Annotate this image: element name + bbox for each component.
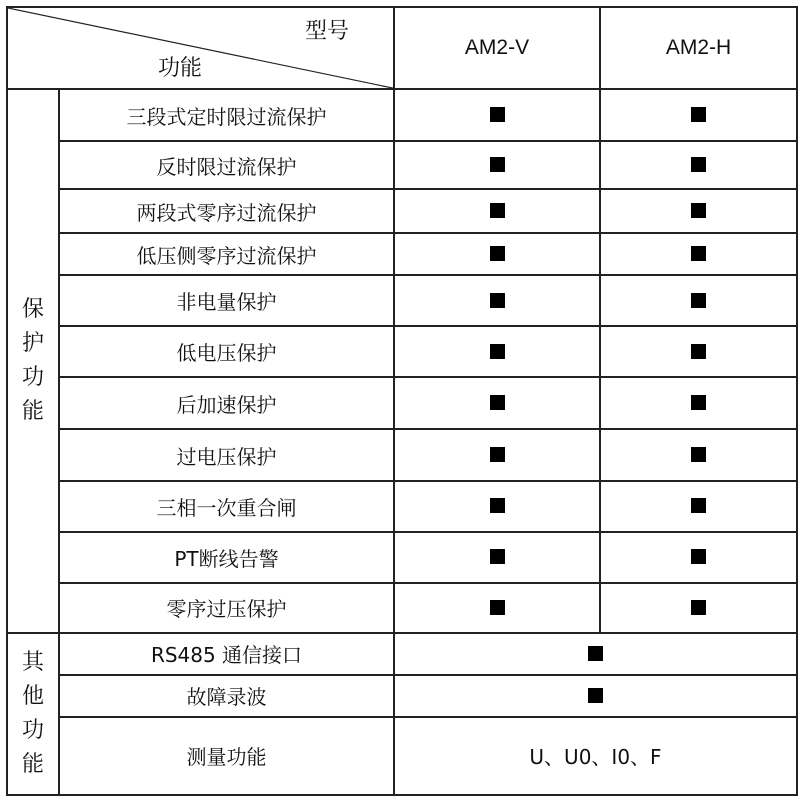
feature-label: PT断线告警 bbox=[59, 532, 394, 583]
feature-label: 三段式定时限过流保护 bbox=[59, 89, 394, 141]
column-header-am2-v: AM2-V bbox=[394, 7, 600, 89]
am2-v-support-cell bbox=[394, 89, 600, 141]
combined-support-cell bbox=[394, 633, 797, 675]
am2-v-support-cell bbox=[394, 275, 600, 326]
table-row bbox=[7, 633, 797, 675]
am2-h-support-cell bbox=[600, 532, 797, 583]
table-body bbox=[7, 7, 797, 795]
filled-square-mark bbox=[490, 395, 505, 410]
function-spec-table bbox=[6, 6, 798, 796]
group-label-char: 能 bbox=[21, 751, 44, 777]
filled-square-mark bbox=[691, 293, 706, 308]
am2-v-support-cell bbox=[394, 141, 600, 189]
filled-square-mark bbox=[691, 344, 706, 359]
function-header-label: 功能 bbox=[158, 56, 203, 82]
am2-v-support-cell bbox=[394, 326, 600, 377]
column-header-am2-h: AM2-H bbox=[600, 7, 797, 89]
filled-square-mark bbox=[691, 395, 706, 410]
table-row bbox=[7, 275, 797, 326]
am2-h-support-cell bbox=[600, 481, 797, 532]
group-label-char: 功 bbox=[21, 717, 44, 743]
filled-square-mark bbox=[691, 447, 706, 462]
filled-square-mark bbox=[691, 549, 706, 564]
filled-square-mark bbox=[490, 498, 505, 513]
filled-square-mark bbox=[588, 646, 603, 661]
filled-square-mark bbox=[490, 293, 505, 308]
feature-label: 测量功能 bbox=[59, 717, 394, 795]
group-label-char: 功 bbox=[21, 364, 44, 390]
feature-label: RS485 通信接口 bbox=[59, 633, 394, 675]
table-row bbox=[7, 326, 797, 377]
filled-square-mark bbox=[691, 107, 706, 122]
am2-h-support-cell bbox=[600, 233, 797, 275]
am2-h-support-cell bbox=[600, 189, 797, 233]
table-row bbox=[7, 141, 797, 189]
am2-v-support-cell bbox=[394, 532, 600, 583]
am2-v-support-cell bbox=[394, 583, 600, 633]
filled-square-mark bbox=[490, 344, 505, 359]
filled-square-mark bbox=[691, 600, 706, 615]
am2-v-support-cell bbox=[394, 377, 600, 429]
am2-h-support-cell bbox=[600, 429, 797, 480]
am2-v-support-cell bbox=[394, 233, 600, 275]
filled-square-mark bbox=[490, 157, 505, 172]
table-row bbox=[7, 233, 797, 275]
table-row bbox=[7, 429, 797, 480]
table-row bbox=[7, 89, 797, 141]
filled-square-mark bbox=[490, 246, 505, 261]
feature-label: 非电量保护 bbox=[59, 275, 394, 326]
am2-v-support-cell bbox=[394, 481, 600, 532]
feature-label: 两段式零序过流保护 bbox=[59, 189, 394, 233]
am2-h-support-cell bbox=[600, 141, 797, 189]
feature-label: 故障录波 bbox=[59, 675, 394, 717]
filled-square-mark bbox=[691, 498, 706, 513]
group-label-char: 保 bbox=[21, 296, 44, 322]
group-label-char: 护 bbox=[21, 330, 44, 356]
header-diagonal-cell bbox=[7, 7, 394, 89]
feature-label: 反时限过流保护 bbox=[59, 141, 394, 189]
filled-square-mark bbox=[691, 203, 706, 218]
am2-h-support-cell bbox=[600, 326, 797, 377]
table-row bbox=[7, 481, 797, 532]
table-row bbox=[7, 377, 797, 429]
am2-h-support-cell bbox=[600, 583, 797, 633]
feature-label: 零序过压保护 bbox=[59, 583, 394, 633]
feature-label: 三相一次重合闸 bbox=[59, 481, 394, 532]
group-label-char: 他 bbox=[21, 683, 44, 709]
am2-v-support-cell bbox=[394, 429, 600, 480]
header-row bbox=[7, 7, 797, 89]
am2-v-support-cell bbox=[394, 189, 600, 233]
feature-label: 低电压保护 bbox=[59, 326, 394, 377]
filled-square-mark bbox=[691, 157, 706, 172]
filled-square-mark bbox=[691, 246, 706, 261]
filled-square-mark bbox=[490, 549, 505, 564]
other-group-label bbox=[7, 633, 59, 795]
feature-label: 后加速保护 bbox=[59, 377, 394, 429]
filled-square-mark bbox=[588, 688, 603, 703]
am2-h-support-cell bbox=[600, 377, 797, 429]
group-label-char: 能 bbox=[21, 398, 44, 424]
feature-label: 过电压保护 bbox=[59, 429, 394, 480]
am2-h-support-cell bbox=[600, 89, 797, 141]
filled-square-mark bbox=[490, 447, 505, 462]
filled-square-mark bbox=[490, 600, 505, 615]
am2-h-support-cell bbox=[600, 275, 797, 326]
table-row bbox=[7, 189, 797, 233]
table-row bbox=[7, 583, 797, 633]
filled-square-mark bbox=[490, 203, 505, 218]
combined-support-cell bbox=[394, 675, 797, 717]
measurement-values: U、U0、I0、F bbox=[394, 717, 797, 795]
table-row bbox=[7, 717, 797, 795]
filled-square-mark bbox=[490, 107, 505, 122]
protection-group-label bbox=[7, 89, 59, 633]
table-row bbox=[7, 675, 797, 717]
group-label-char: 其 bbox=[21, 649, 44, 675]
model-header-label: 型号 bbox=[304, 19, 349, 44]
feature-label: 低压侧零序过流保护 bbox=[59, 233, 394, 275]
table-row bbox=[7, 532, 797, 583]
